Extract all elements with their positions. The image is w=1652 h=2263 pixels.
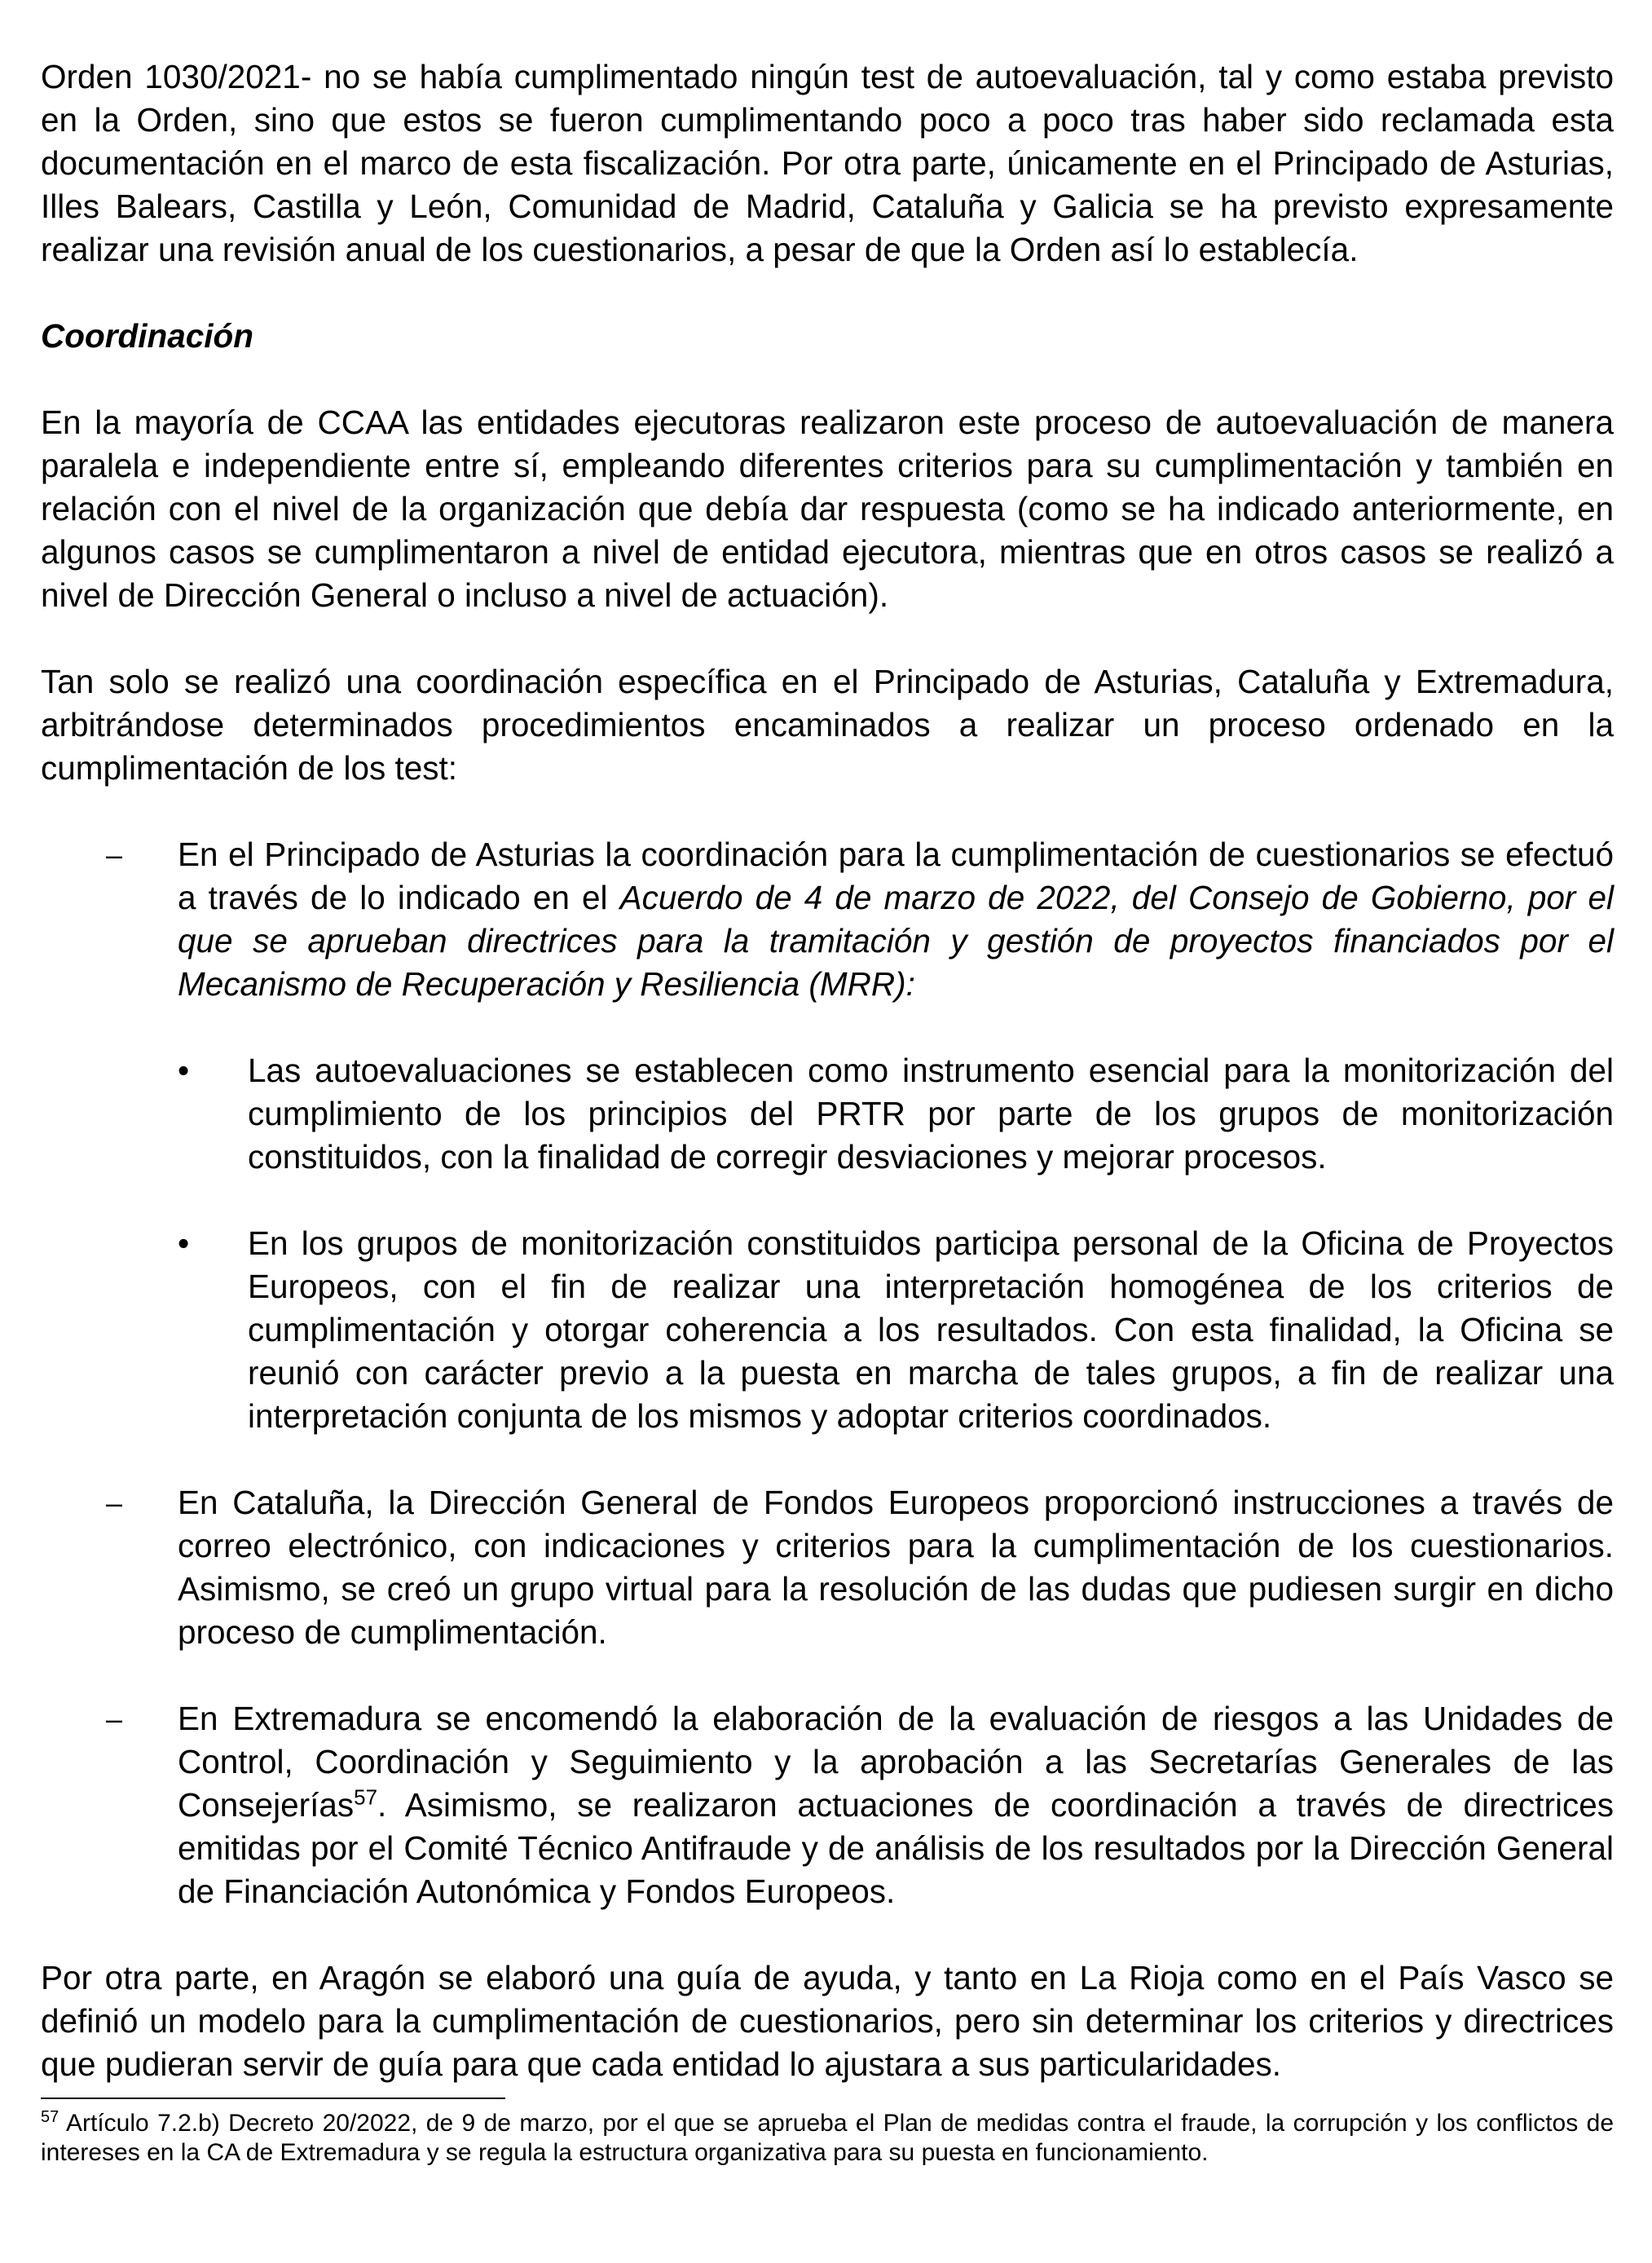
list-item-cataluna	[41, 1481, 1614, 1654]
asturias-acuerdo-title: Acuerdo de 4 de marzo de 2022, del Consejo de Gobierno, por el que se aprueban directrices para la tramitación y gestión de proyectos financiados por el Mecanismo de Recuperación y Resiliencia (MRR):	[178, 879, 1614, 1003]
bullet-item-grupos-monitorizacion	[41, 1222, 1614, 1438]
footnote-text: Artículo 7.2.b) Decreto 20/2022, de 9 de marzo, por el que se aprueba el Plan de medidas contra el fraude, la corrupción y los conflictos de intereses en la CA de Extremadura y se regula la estructura organizativa para su puesta en funcionamiento.	[41, 2110, 1614, 2166]
footnote-reference[interactable]: 57	[354, 1784, 378, 1810]
dash-marker: –	[106, 1486, 123, 1520]
extremadura-text-continued: . Asimismo, se realizaron actuaciones de coordinación a través de directrices emitidas por el Comité Técnico Antifraude y de análisis de los resultados por la Dirección General de Financiación Autonómica y Fondos Europeos.	[178, 1786, 1614, 1910]
footnote-separator	[41, 2098, 505, 2099]
dash-marker: –	[106, 1702, 123, 1736]
section-heading-coordinacion: Coordinación	[41, 317, 253, 355]
footnote-57	[41, 2109, 1614, 2168]
paragraph-entidades-ejecutoras: En la mayoría de CCAA las entidades ejecutoras realizaron este proceso de autoevaluación de manera paralela e independiente entre sí, empleando diferentes criterios para su cumplimentación y también en relación con el nivel de la organización que debía dar respuesta (como se ha indicado anteriormente, en algunos casos se cumplimentaron a nivel de entidad ejecutora, mientras que en otros casos se realizó a nivel de Dirección General o incluso a nivel de actuación).	[41, 404, 1614, 614]
bullet-text: En los grupos de monitorización constituidos participa personal de la Oficina de Proyectos Europeos, con el fin de realizar una interpretación homogénea de los criterios de cumplimentación y otorgar coherencia a los resultados. Con esta finalidad, la Oficina se reunió con carácter previo a la puesta en marcha de tales grupos, a fin de realizar una interpretación conjunta de los mismos y adoptar criterios coordinados.	[248, 1224, 1614, 1435]
dash-marker: –	[106, 838, 123, 871]
paragraph-revision-anual: Orden 1030/2021- no se había cumplimentado ningún test de autoevaluación, tal y como estaba previsto en la Orden, sino que estos se fueron cumplimentando poco a poco tras haber sido reclamada esta documentación en el marco de esta fiscalización. Por otra parte, únicamente en el Principado de Asturias, Illes Balears, Castilla y León, Comunidad de Madrid, Cataluña y Galicia se ha previsto expresamente realizar una revisión anual de los cuestionarios, a pesar de que la Orden así lo establecía.	[41, 58, 1614, 268]
paragraph-coordinacion-especifica: Tan solo se realizó una coordinación específica en el Principado de Asturias, Cataluña y Extremadura, arbitrándose determinados procedimientos encaminados a realizar un proceso ordenado en la cumplimentación de los test:	[41, 663, 1614, 787]
bullet-text: Las autoevaluaciones se establecen como instrumento esencial para la monitorización del cumplimiento de los principios del PRTR por parte de los grupos de monitorización constituidos, con la finalidad de corregir desviaciones y mejorar procesos.	[248, 1052, 1614, 1176]
asturias-text: En el Principado de Asturias la coordinación para la cumplimentación de cuestionarios se efectuó a través de lo indicado en el	[178, 836, 1614, 916]
list-item-asturias	[41, 833, 1614, 1006]
bullet-marker: •	[178, 1224, 190, 1262]
cataluna-text: En Cataluña, la Dirección General de Fondos Europeos proporcionó instrucciones a través de correo electrónico, con indicaciones y criterios para la cumplimentación de los cuestionarios. Asimismo, se creó un grupo virtual para la resolución de las dudas que pudiesen surgir en dicho proceso de cumplimentación.	[178, 1484, 1614, 1651]
footnote-number: 57	[41, 2108, 59, 2126]
document-page	[41, 55, 1614, 2168]
extremadura-text: En Extremadura se encomendó la elaboración de la evaluación de riesgos a las Unidades de Control, Coordinación y Seguimiento y la aprobación a las Secretarías Generales de las Consejerías	[178, 1700, 1614, 1824]
list-item-extremadura	[41, 1697, 1614, 1913]
bullet-marker: •	[178, 1052, 190, 1089]
paragraph-aragon-rioja-pais-vasco: Por otra parte, en Aragón se elaboró una guía de ayuda, y tanto en La Rioja como en el País Vasco se definió un modelo para la cumplimentación de cuestionarios, pero sin determinar los criterios y directrices que pudieran servir de guía para que cada entidad lo ajustara a sus particularidades.	[41, 1959, 1614, 2083]
bullet-item-autoevaluaciones	[41, 1049, 1614, 1179]
